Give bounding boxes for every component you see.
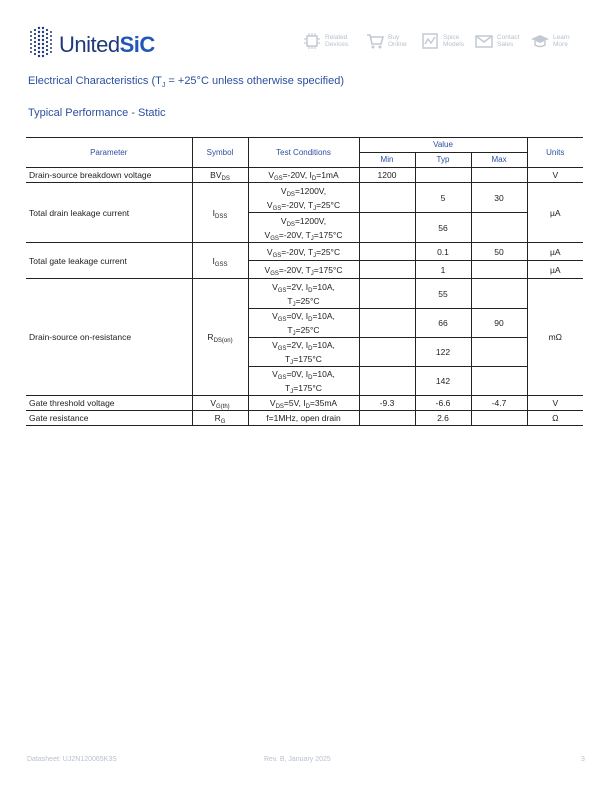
cart-icon bbox=[365, 31, 385, 51]
min-cell bbox=[359, 367, 415, 396]
unit-cell: µA bbox=[527, 261, 583, 279]
min-cell bbox=[359, 411, 415, 426]
typ-cell: 1 bbox=[415, 261, 471, 279]
condition-cell: $V_{GS}=-20V$, $T_J=175^\circ C$ bbox=[248, 261, 359, 279]
min-cell bbox=[359, 261, 415, 279]
min-cell bbox=[359, 213, 415, 243]
table-row bbox=[26, 168, 583, 183]
nav-label: Learn More bbox=[553, 33, 570, 48]
max-cell: -4.7 bbox=[471, 396, 527, 411]
max-cell: 50 bbox=[471, 243, 527, 261]
symbol-cell: $BV_{DS}$ bbox=[192, 168, 248, 183]
param-cell: Gate resistance bbox=[26, 411, 192, 426]
unit-cell: V bbox=[527, 396, 583, 411]
max-cell bbox=[471, 279, 527, 309]
mail-icon bbox=[474, 31, 494, 51]
header-units: Units bbox=[527, 138, 583, 168]
condition-cell: $V_{GS}=2V$, $I_D=10A$, $T_J=175^\circ C$ bbox=[248, 338, 359, 367]
typ-cell: 55 bbox=[415, 279, 471, 309]
param-cell: Drain-source on-resistance bbox=[26, 279, 192, 396]
max-cell bbox=[471, 213, 527, 243]
header-symbol: Symbol bbox=[192, 138, 248, 168]
typ-cell: 56 bbox=[415, 213, 471, 243]
min-cell: -9.3 bbox=[359, 396, 415, 411]
unit-cell: µA bbox=[527, 243, 583, 261]
param-cell: Total gate leakage current bbox=[26, 243, 192, 279]
spice-icon bbox=[420, 31, 440, 51]
symbol-cell: $I_{GSS}$ bbox=[192, 243, 248, 279]
header-value: Value bbox=[359, 138, 527, 153]
nav-related-devices[interactable] bbox=[302, 28, 348, 54]
typ-cell: -6.6 bbox=[415, 396, 471, 411]
nav-label: Contact Sales bbox=[497, 33, 520, 48]
unit-cell: Ω bbox=[527, 411, 583, 426]
typ-cell: 0.1 bbox=[415, 243, 471, 261]
min-cell bbox=[359, 338, 415, 367]
table-row bbox=[26, 243, 583, 261]
symbol-cell: $V_{G(th)}$ bbox=[192, 396, 248, 411]
header-min: Min bbox=[359, 153, 415, 168]
typ-cell: 142 bbox=[415, 367, 471, 396]
min-cell bbox=[359, 279, 415, 309]
typ-cell: 122 bbox=[415, 338, 471, 367]
section-heading-typical-performance-static: Typical Performance - Static bbox=[28, 107, 166, 119]
graduation-cap-icon bbox=[530, 31, 550, 51]
static-characteristics-table bbox=[26, 137, 583, 426]
section-heading-electrical-characteristics: Electrical Characteristics ($T_J = +25^\circ C$ unless otherwise specified) bbox=[28, 75, 345, 90]
typ-cell: 5 bbox=[415, 183, 471, 213]
logo-dot-sphere-icon bbox=[27, 26, 55, 58]
param-cell: Drain-source breakdown voltage bbox=[26, 168, 192, 183]
header-typ: Typ bbox=[415, 153, 471, 168]
symbol-cell: $R_G$ bbox=[192, 411, 248, 426]
condition-cell: $V_{DS}=1200V$, $V_{GS}=-20V$, $T_J=25^\circ C$ bbox=[248, 183, 359, 213]
min-cell: 1200 bbox=[359, 168, 415, 183]
max-cell bbox=[471, 168, 527, 183]
logo-wordmark: UnitedSiC bbox=[59, 32, 155, 57]
footer-revision: Rev. B, January 2025 bbox=[264, 756, 331, 763]
footer-page-number: 3 bbox=[581, 756, 585, 763]
unitedsic-logo[interactable] bbox=[27, 26, 157, 60]
table-row bbox=[26, 411, 583, 426]
condition-cell: f=1MHz, open drain bbox=[248, 411, 359, 426]
max-cell: 30 bbox=[471, 183, 527, 213]
condition-cell: $V_{DS}=1200V$, $V_{GS}=-20V$, $T_J=175^\circ C$ bbox=[248, 213, 359, 243]
chip-icon bbox=[302, 31, 322, 51]
nav-label: Related Devices bbox=[325, 33, 349, 48]
table-row bbox=[26, 396, 583, 411]
max-cell bbox=[471, 261, 527, 279]
nav-contact-sales[interactable] bbox=[474, 28, 519, 54]
header-max: Max bbox=[471, 153, 527, 168]
table-header-row bbox=[26, 138, 583, 153]
condition-cell: $V_{GS}=0V$, $I_D=10A$, $T_J=25^\circ C$ bbox=[248, 309, 359, 338]
table-row bbox=[26, 183, 583, 213]
max-cell bbox=[471, 338, 527, 367]
header-parameter: Parameter bbox=[26, 138, 192, 168]
condition-cell: $V_{GS}=0V$, $I_D=10A$, $T_J=175^\circ C$ bbox=[248, 367, 359, 396]
min-cell bbox=[359, 309, 415, 338]
table-row bbox=[26, 279, 583, 309]
nav-spice-models[interactable] bbox=[420, 28, 464, 54]
nav-label: Buy Online bbox=[388, 33, 407, 48]
min-cell bbox=[359, 183, 415, 213]
condition-cell: $V_{GS}=-20V$, $T_J=25^\circ C$ bbox=[248, 243, 359, 261]
nav-label: Spice Models bbox=[443, 33, 464, 48]
param-cell: Gate threshold voltage bbox=[26, 396, 192, 411]
max-cell: 90 bbox=[471, 309, 527, 338]
symbol-cell: $I_{DSS}$ bbox=[192, 183, 248, 243]
param-cell: Total drain leakage current bbox=[26, 183, 192, 243]
unit-cell: µA bbox=[527, 183, 583, 243]
condition-cell: $V_{GS}=-20V$, $I_D=1mA$ bbox=[248, 168, 359, 183]
typ-cell: 66 bbox=[415, 309, 471, 338]
nav-buy-online[interactable] bbox=[365, 28, 407, 54]
typ-cell bbox=[415, 168, 471, 183]
footer-datasheet-id: Datasheet: UJ2N120065K3S bbox=[27, 756, 117, 763]
unit-cell: mΩ bbox=[527, 279, 583, 396]
typ-cell: 2.6 bbox=[415, 411, 471, 426]
header-test-conditions: Test Conditions bbox=[248, 138, 359, 168]
max-cell bbox=[471, 367, 527, 396]
max-cell bbox=[471, 411, 527, 426]
unit-cell: V bbox=[527, 168, 583, 183]
symbol-cell: $R_{DS(on)}$ bbox=[192, 279, 248, 396]
condition-cell: $V_{GS}=2V$, $I_D=10A$, $T_J=25^\circ C$ bbox=[248, 279, 359, 309]
condition-cell: $V_{DS}=5V$, $I_D=35mA$ bbox=[248, 396, 359, 411]
min-cell bbox=[359, 243, 415, 261]
nav-learn-more[interactable] bbox=[530, 28, 570, 54]
